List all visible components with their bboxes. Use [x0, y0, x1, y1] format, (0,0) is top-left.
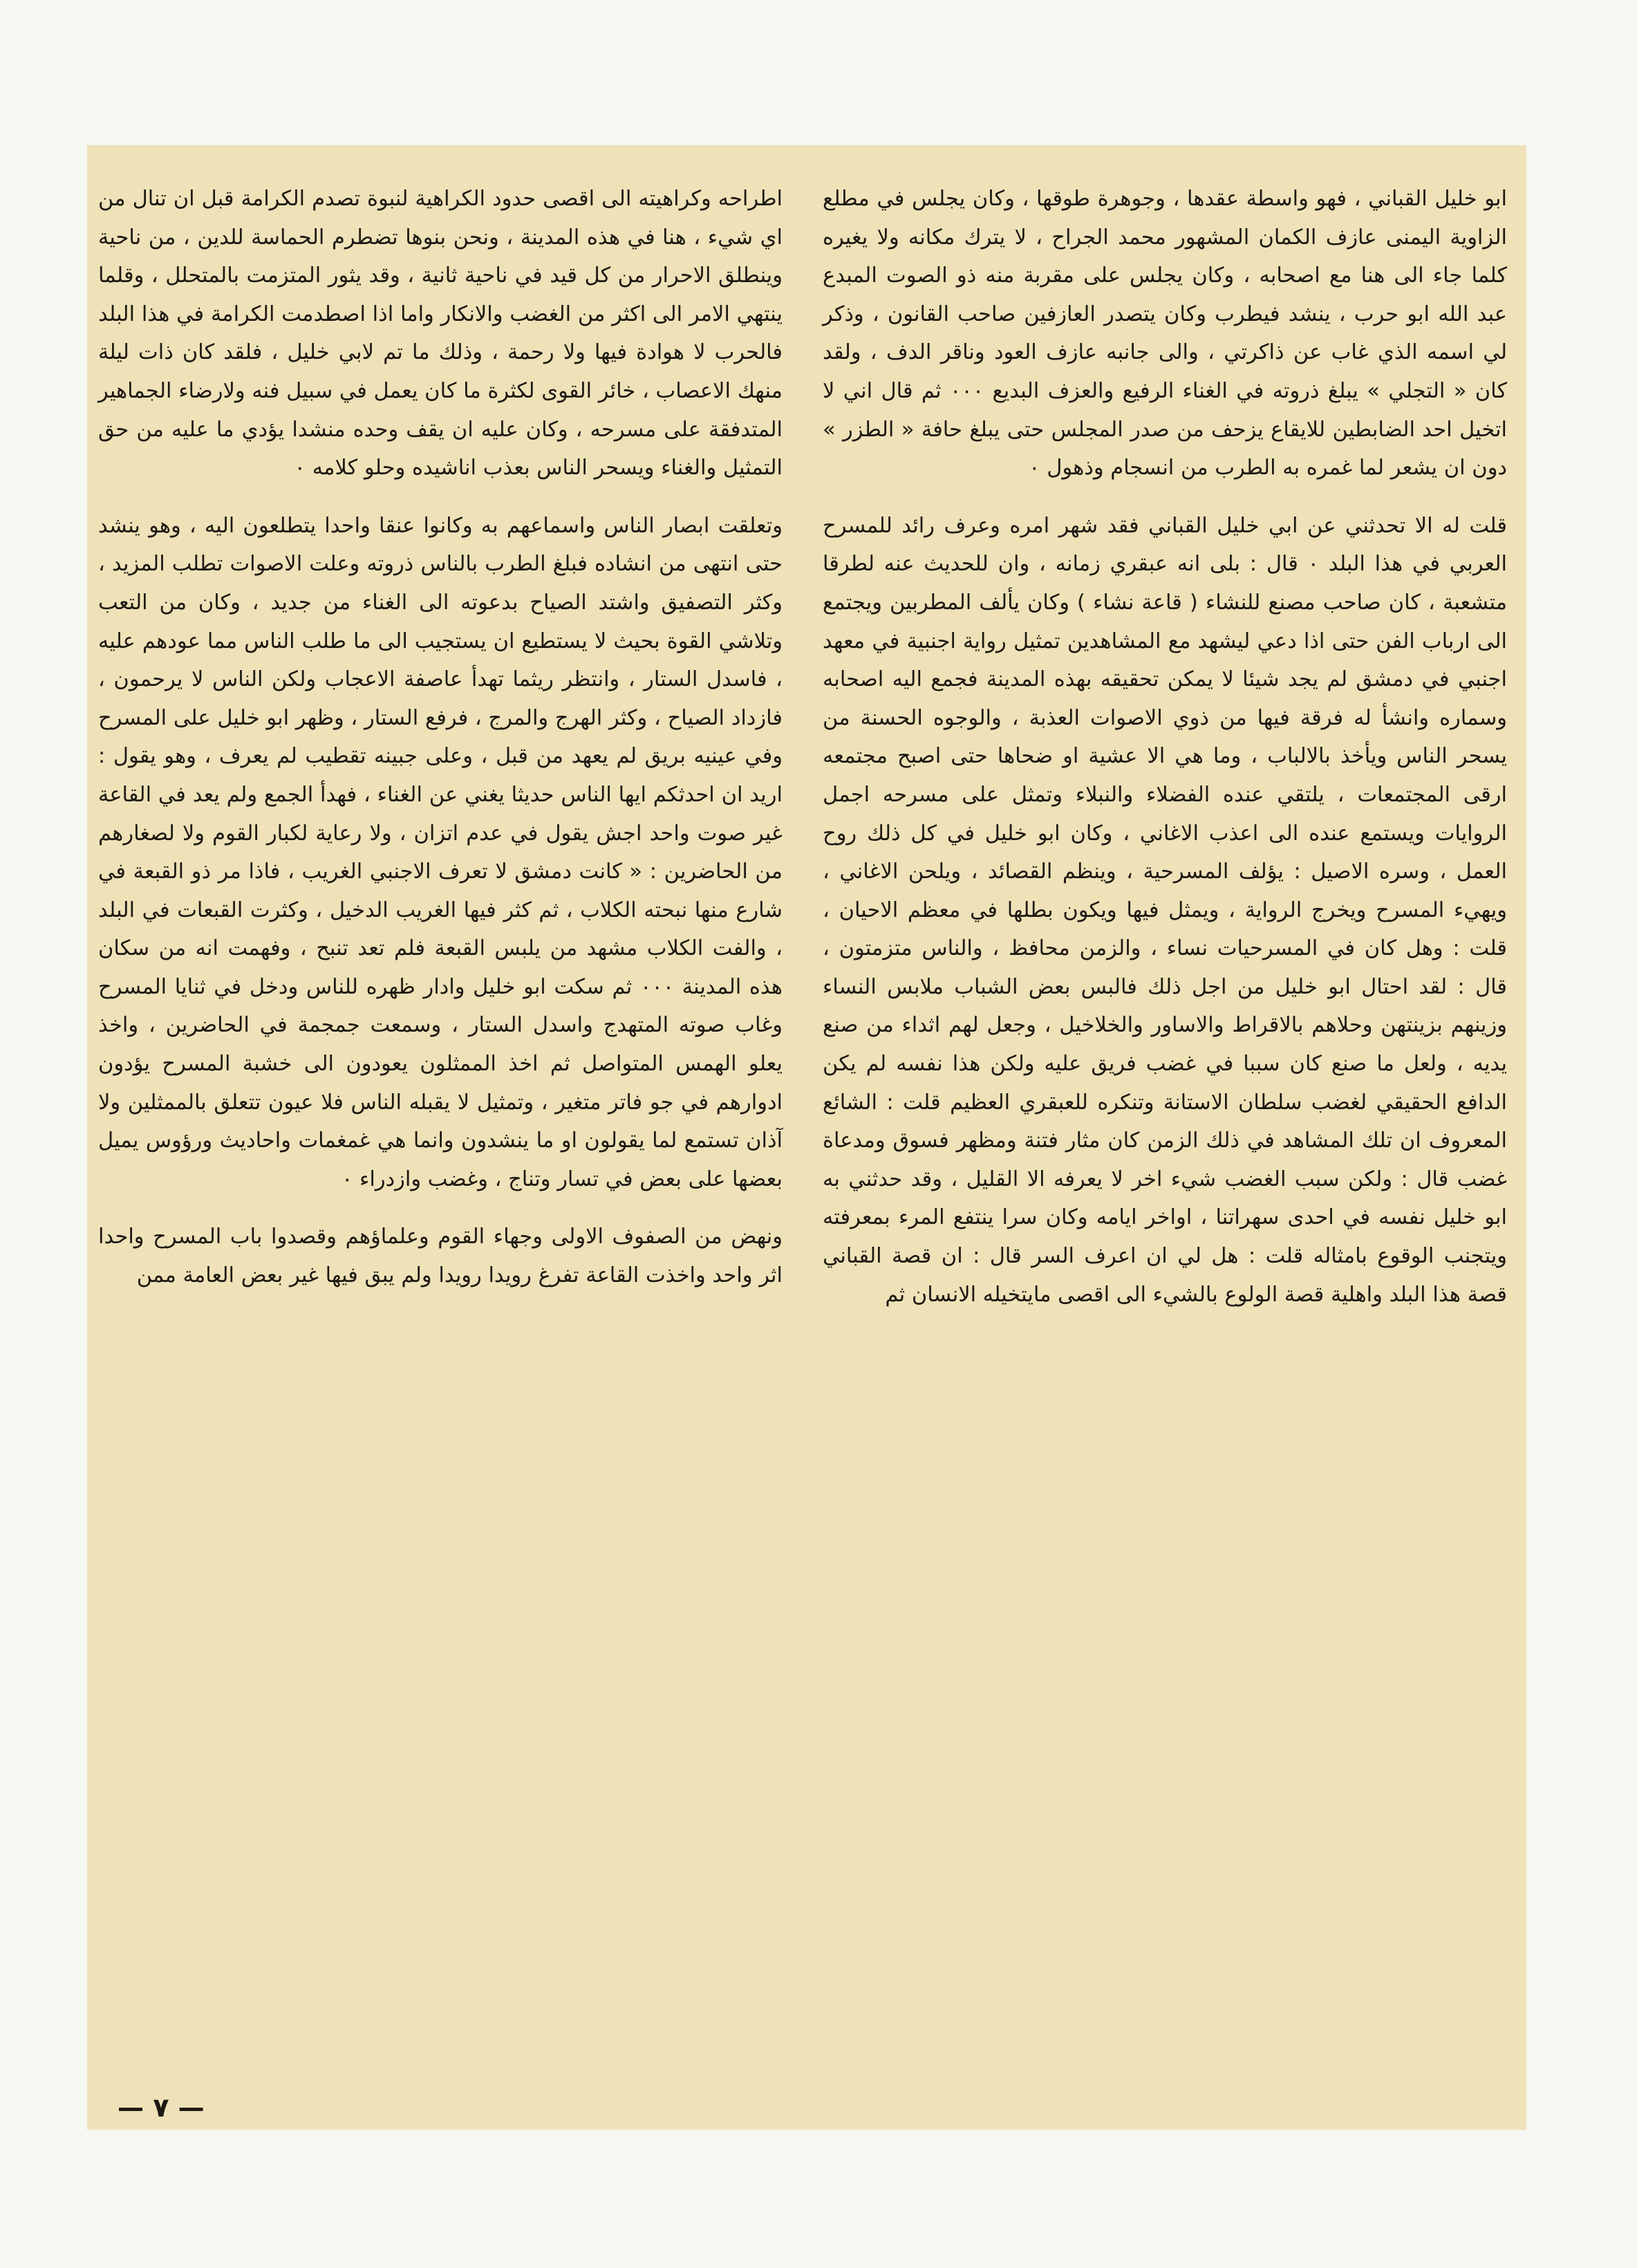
magazine-page [87, 145, 1526, 2130]
paragraph: اطراحه وكراهيته الى اقصى حدود الكراهية لنبوة تصدم الكرامة قبل ان تنال من اي شيء ، هنا في هذه المدينة ، ونحن بنوها تضطرم الحماسة للدين ، من ناحية وينطلق الاحرار من كل قيد في ناحية ثانية ، وقد يثور المتزمت بالمتحلل ، وقلما ينتهي الامر الى اكثر من الغضب والانكار واما اذا اصطدمت الكرامة في هذا البلد فالحرب لا هوادة فيها ولا رحمة ، وذلك ما تم لابي خليل ، فلقد كان ذات ليلة منهك الاعصاب ، خائر القوى لكثرة ما كان يعمل في سبيل فنه ولارضاء الجماهير المتدفقة على مسرحه ، وكان عليه ان يقف وحده منشدا يؤدي ما عليه من حق التمثيل والغناء ويسحر الناس بعذب اناشيده وحلو كلامه ٠ [98, 187, 783, 481]
paragraph: ونهض من الصفوف الاولى وجهاء القوم وعلماؤهم وقصدوا باب المسرح واحدا اثر واحد واخذت القاعة تفرغ رويدا رويدا ولم يبق فيها غير بعض العامة ممن [98, 1225, 783, 1288]
paragraph: ابو خليل القباني ، فهو واسطة عقدها ، وجوهرة طوقها ، وكان يجلس في مطلع الزاوية اليمنى عازف الكمان المشهور محمد الجراح ، لا يترك مكانه ولا يغيره كلما جاء الى هنا مع اصحابه ، وكان يجلس على مقربة منه ذو الصوت المبدع عبد الله ابو حرب ، ينشد فيطرب وكان يتصدر العازفين صاحب القانون ، وذكر لي اسمه الذي غاب عن ذاكرتي ، والى جانبه عازف العود وناقر الدف ، ولقد كان « التجلي » يبلغ ذروته في الغناء الرفيع والعزف البديع ٠٠٠ ثم قال اني لا اتخيل احد الضابطين للايقاع يزحف من صدر المجلس حتى يبلغ حافة « الطزر » دون ان يشعر لما غمره به الطرب من انسجام وذهول ٠ [823, 187, 1507, 481]
paragraph: وتعلقت ابصار الناس واسماعهم به وكانوا عنقا واحدا يتطلعون اليه ، وهو ينشد حتى انتهى من انشاده فبلغ الطرب بالناس ذروته وعلت الاصوات تطلب المزيد ، وكثر التصفيق واشتد الصياح بدعوته الى الغناء من جديد ، وكان من التعب وتلاشي القوة بحيث لا يستطيع ان يستجيب الى ما طلب الناس مما عودهم عليه ، فاسدل الستار ، وانتظر ريثما تهدأ عاصفة الاعجاب ولكن الناس لا يرحمون ، فازداد الصياح ، وكثر الهرج والمرج ، فرفع الستار ، وظهر ابو خليل على المسرح وفي عينيه بريق لم يعهد من قبل ، وعلى جبينه تقطيب لم يعرف ، وهو يقول : اريد ان احدثكم ايها الناس حديثا يغني عن الغناء ، فهدأ الجمع ولم يعد في القاعة غير صوت واحد اجش يقول في عدم اتزان ، ولا رعاية لكبار القوم ولا لصغارهم من الحاضرين : « كانت دمشق لا تعرف الاجنبي الغريب ، فاذا مر ذو القبعة في شارع منها نبحته الكلاب ، ثم كثر فيها الغريب الدخيل ، وكثرت القبعات في البلد ، والفت الكلاب مشهد من يلبس القبعة فلم تعد تنبح ، وفهمت انه من سكان هذه المدينة ٠٠٠ ثم سكت ابو خليل وادار ظهره للناس ودخل في ثنايا المسرح وغاب صوته المتهدج واسدل الستار ، وسمعت جمجمة في الحاضرين ، واخذ يعلو الهمس المتواصل ثم اخذ الممثلون يعودون الى خشبة المسرح يؤدون ادوارهم في جو فاتر متغير ، وتمثيل لا يقبله الناس فلا عيون تتعلق بالممثلين ولا آذان تستمع لما يقولون او ما ينشدون وانما هي غمغمات واحاديث ورؤوس يميل بعضها على بعض في تسار وتناج ، وغضب وازدراء ٠ [98, 513, 783, 1191]
page-number: — ٧ — [118, 2092, 205, 2123]
left-text-column [98, 180, 783, 1314]
paragraph: قلت له الا تحدثني عن ابي خليل القباني فقد شهر امره وعرف رائد للمسرح العربي في هذا البلد ٠ قال : بلى انه عبقري زمانه ، وان للحديث عنه لطرقا متشعبة ، كان صاحب مصنع للنشاء ( قاعة نشاء ) وكان يألف المطربين ويجتمع الى ارباب الفن حتى اذا دعي ليشهد مع المشاهدين تمثيل رواية اجنبية في معهد اجنبي في دمشق لم يجد شيئا لا يمكن تحقيقه بهذه المدينة فجمع اليه اصحابه وسماره وانشأ له فرقة فيها من ذوي الاصوات العذبة ، والوجوه الحسنة من يسحر الناس ويأخذ بالالباب ، وما هي الا عشية او ضحاها حتى اصبح مجتمعه ارقى المجتمعات ، يلتقي عنده الفضلاء والنبلاء وتمثل على مسرحه اجمل الروايات ويستمع عنده الى اعذب الاغاني ، وكان ابو خليل في كل ذلك روح العمل ، وسره الاصيل : يؤلف المسرحية ، وينظم القصائد ، ويلحن الاغاني ، ويهيء المسرح ويخرج الرواية ، ويمثل فيها ويكون بطلها في معظم الاحيان ، قلت : وهل كان في المسرحيات نساء ، والزمن محافظ ، والناس متزمتون ، قال : لقد احتال ابو خليل من اجل ذلك فالبس بعض الشباب ملابس النساء وزينهم بزينتهن وحلاهم بالاقراط والاساور والخلاخيل ، وجعل لهم اثداء من صنع يديه ، ولعل ما صنع كان سببا في غضب فريق عليه ولكن هذا نفسه لم يكن الدافع الحقيقي لغضب سلطان الاستانة وتنكره للعبقري العظيم قلت : الشائع المعروف ان تلك المشاهد في ذلك الزمن كان مثار فتنة ومظهر فسوق ومدعاة غضب قال : ولكن سبب الغضب شيء اخر لا يعرفه الا القليل ، وقد حدثني به ابو خليل نفسه في احدى سهراتنا ، اواخر ايامه وكان سرا ينتفع المرء بمعرفته ويتجنب الوقوع بامثاله قلت : هل لي ان اعرف السر قال : ان قصة القباني قصة هذا البلد واهلية قصة الولوع بالشيء الى اقصى مايتخيله الانسان ثم [823, 513, 1507, 1307]
right-text-column [823, 180, 1507, 1333]
